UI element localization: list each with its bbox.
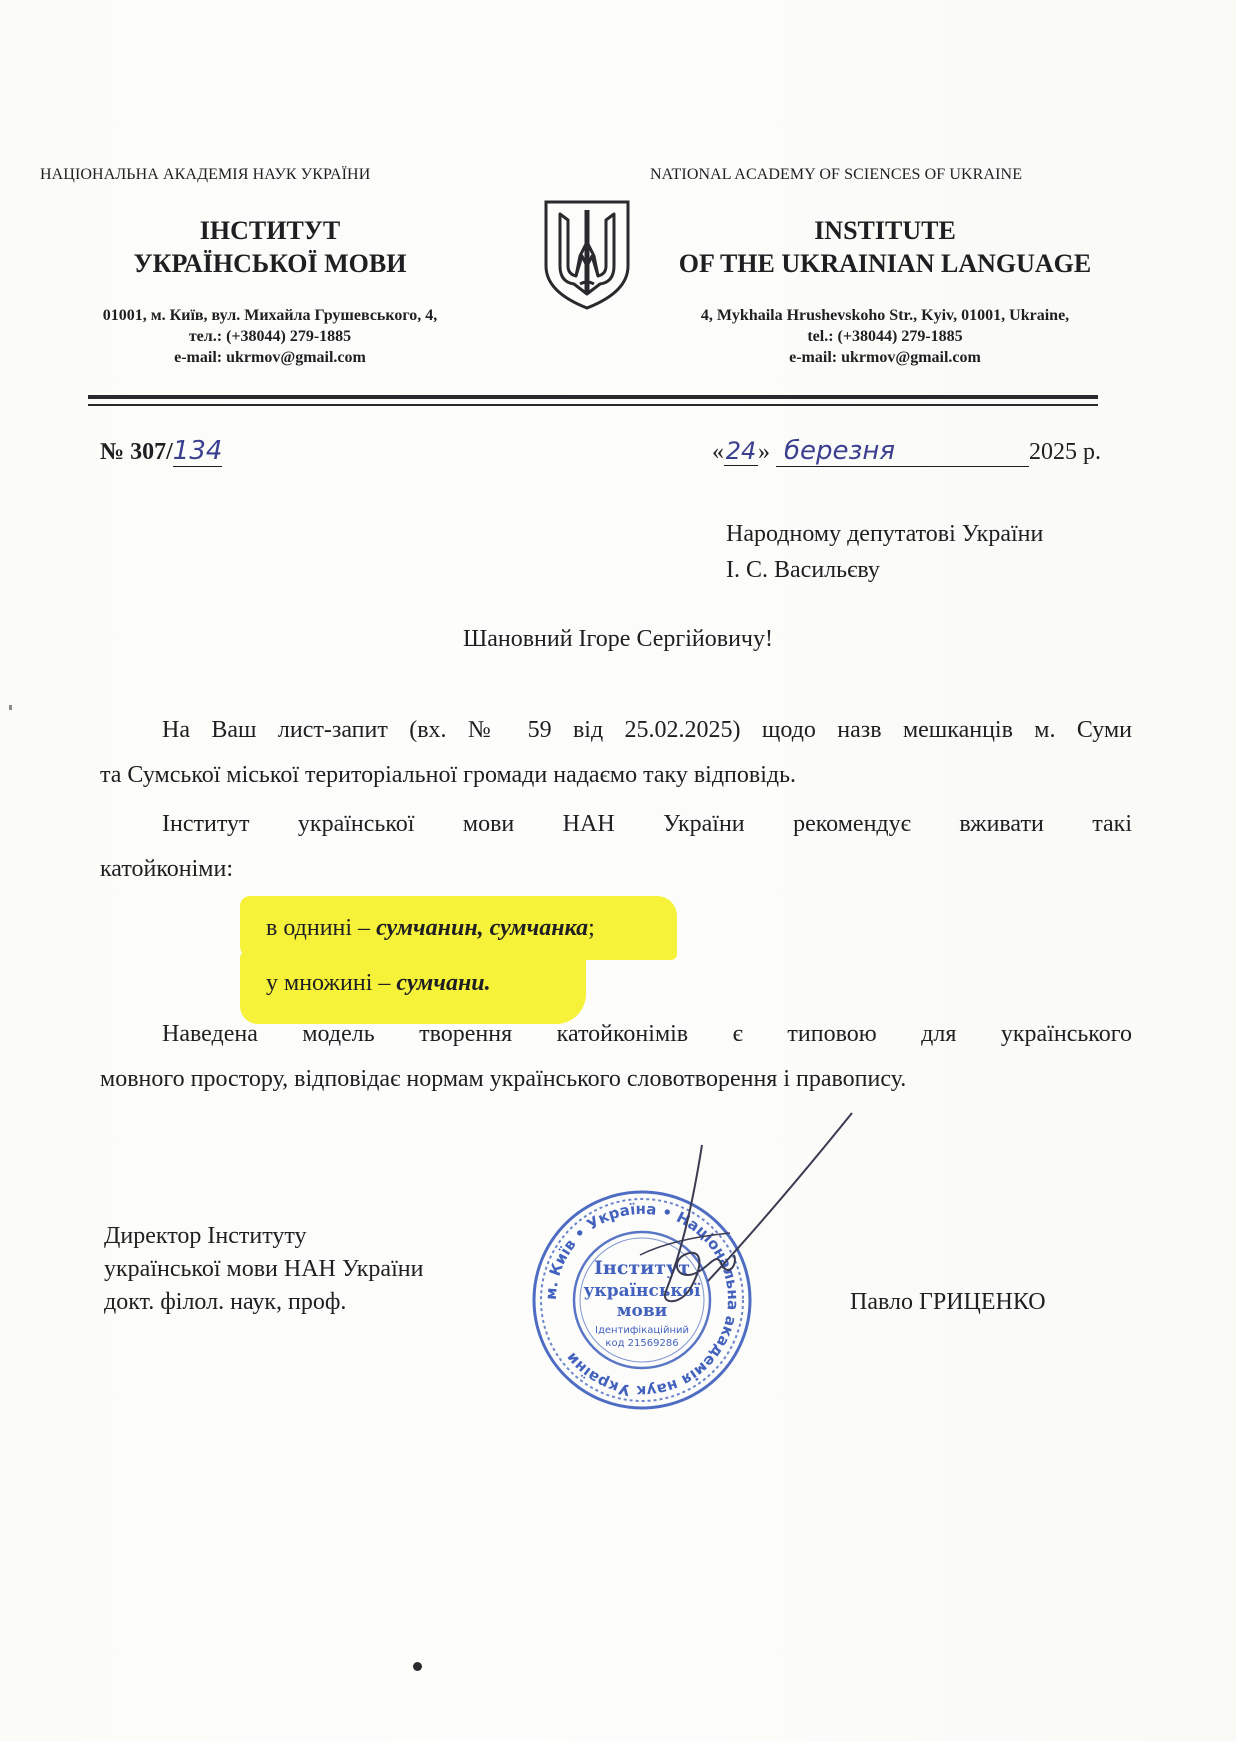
- left-institute-line1: ІНСТИТУТ: [199, 216, 341, 245]
- letter-body: [100, 705, 1132, 895]
- left-address-phone: тел.: (+38044) 279-1885: [188, 328, 352, 345]
- date-handwritten-month: березня: [776, 436, 1029, 467]
- stamp-id-code: код 21569286: [605, 1338, 679, 1349]
- right-address-phone: tel.: (+38044) 279-1885: [807, 328, 963, 345]
- date-handwritten-day: 24: [725, 437, 757, 465]
- letter-date: [712, 436, 1101, 467]
- left-institute-name: [60, 214, 480, 280]
- paragraph-3-line-2: мовного простору, відповідає нормам українського словотворення і правопису.: [100, 1066, 907, 1092]
- stamp-inner-line3: мови: [616, 1301, 668, 1321]
- right-address-line1: 4, Mykhaila Hrushevskoho Str., Kyiv, 01001, Ukraine,: [700, 307, 1070, 324]
- left-address-line1: 01001, м. Київ, вул. Михайла Грушевського, 4,: [102, 307, 438, 324]
- addressee-line1: Народному депутатові України: [726, 521, 1044, 547]
- singular-forms-line: [266, 915, 595, 942]
- left-address-block: [60, 305, 480, 368]
- scan-speck: [9, 705, 12, 710]
- reference-prefix: № 307/: [100, 439, 173, 465]
- right-institute-line2: OF THE UKRAINIAN LANGUAGE: [678, 249, 1092, 278]
- right-org-name: NATIONAL ACADEMY OF SCIENCES OF UKRAINE: [650, 166, 1023, 183]
- right-address-block: [650, 305, 1120, 368]
- date-open-quote: «: [712, 439, 724, 465]
- paragraph-3-line-1: Наведена модель творення катойконімів є типовою для українського: [162, 1021, 1132, 1047]
- letter-body-closing: [100, 1009, 1132, 1105]
- singular-prefix: в однині –: [266, 915, 377, 941]
- right-address-email: e-mail: ukrmov@gmail.com: [789, 349, 981, 366]
- salutation: Шановний Ігоре Сергійовичу!: [462, 626, 773, 652]
- plural-forms: сумчани.: [396, 970, 491, 996]
- right-institute-line1: INSTITUTE: [814, 216, 956, 245]
- left-org-name: НАЦІОНАЛЬНА АКАДЕМІЯ НАУК УКРАЇНИ: [40, 166, 371, 183]
- addressee-line2: І. С. Васильєву: [726, 557, 880, 583]
- header-divider-thin: [88, 404, 1098, 406]
- left-institute-line2: УКРАЇНСЬКОЇ МОВИ: [133, 249, 407, 278]
- signatory-title: [104, 1220, 423, 1319]
- signatory-title-line2: української мови НАН України: [104, 1256, 424, 1282]
- scan-speck: [413, 1662, 422, 1671]
- plural-forms-line: [266, 970, 491, 997]
- handwritten-signature: [620, 1105, 860, 1335]
- right-institute-name: [650, 214, 1120, 280]
- paragraph-2-line-2: катойконіми:: [100, 856, 233, 882]
- signatory-title-line1: Директор Інституту: [104, 1223, 307, 1249]
- paragraph-1-line-1: На Ваш лист-запит (вх. № 59 від 25.02.2025) щодо назв мешканців м. Суми: [162, 717, 1132, 743]
- trident-emblem-icon: [540, 196, 634, 312]
- stamp-outer-text: м. Київ • Україна • Національна академія наук України: [541, 1199, 743, 1401]
- date-year: 2025 р.: [1029, 439, 1101, 465]
- signatory-title-line3: докт. філол. наук, проф.: [104, 1289, 347, 1315]
- stamp-inner-line2: української: [583, 1281, 701, 1301]
- addressee-block: [726, 516, 1043, 588]
- reference-handwritten-number: 134: [172, 436, 223, 466]
- singular-suffix: ;: [588, 915, 595, 941]
- left-address-email: e-mail: ukrmov@gmail.com: [174, 349, 366, 366]
- singular-forms: сумчанин, сумчанка: [376, 915, 589, 941]
- paragraph-2-line-1: Інститут української мови НАН України рекомендує вживати такі: [162, 811, 1132, 837]
- stamp-inner-line1: Інститут: [594, 1257, 690, 1279]
- header-divider-thick: [88, 395, 1098, 399]
- plural-prefix: у множині –: [266, 970, 397, 996]
- date-close-quote: »: [758, 439, 770, 465]
- stamp-id-label: Ідентифікаційний: [595, 1325, 689, 1336]
- signatory-name: Павло ГРИЦЕНКО: [850, 1289, 1046, 1315]
- reference-number: [100, 436, 222, 467]
- paragraph-1-line-2: та Сумської міської територіальної громади надаємо таку відповідь.: [100, 762, 797, 788]
